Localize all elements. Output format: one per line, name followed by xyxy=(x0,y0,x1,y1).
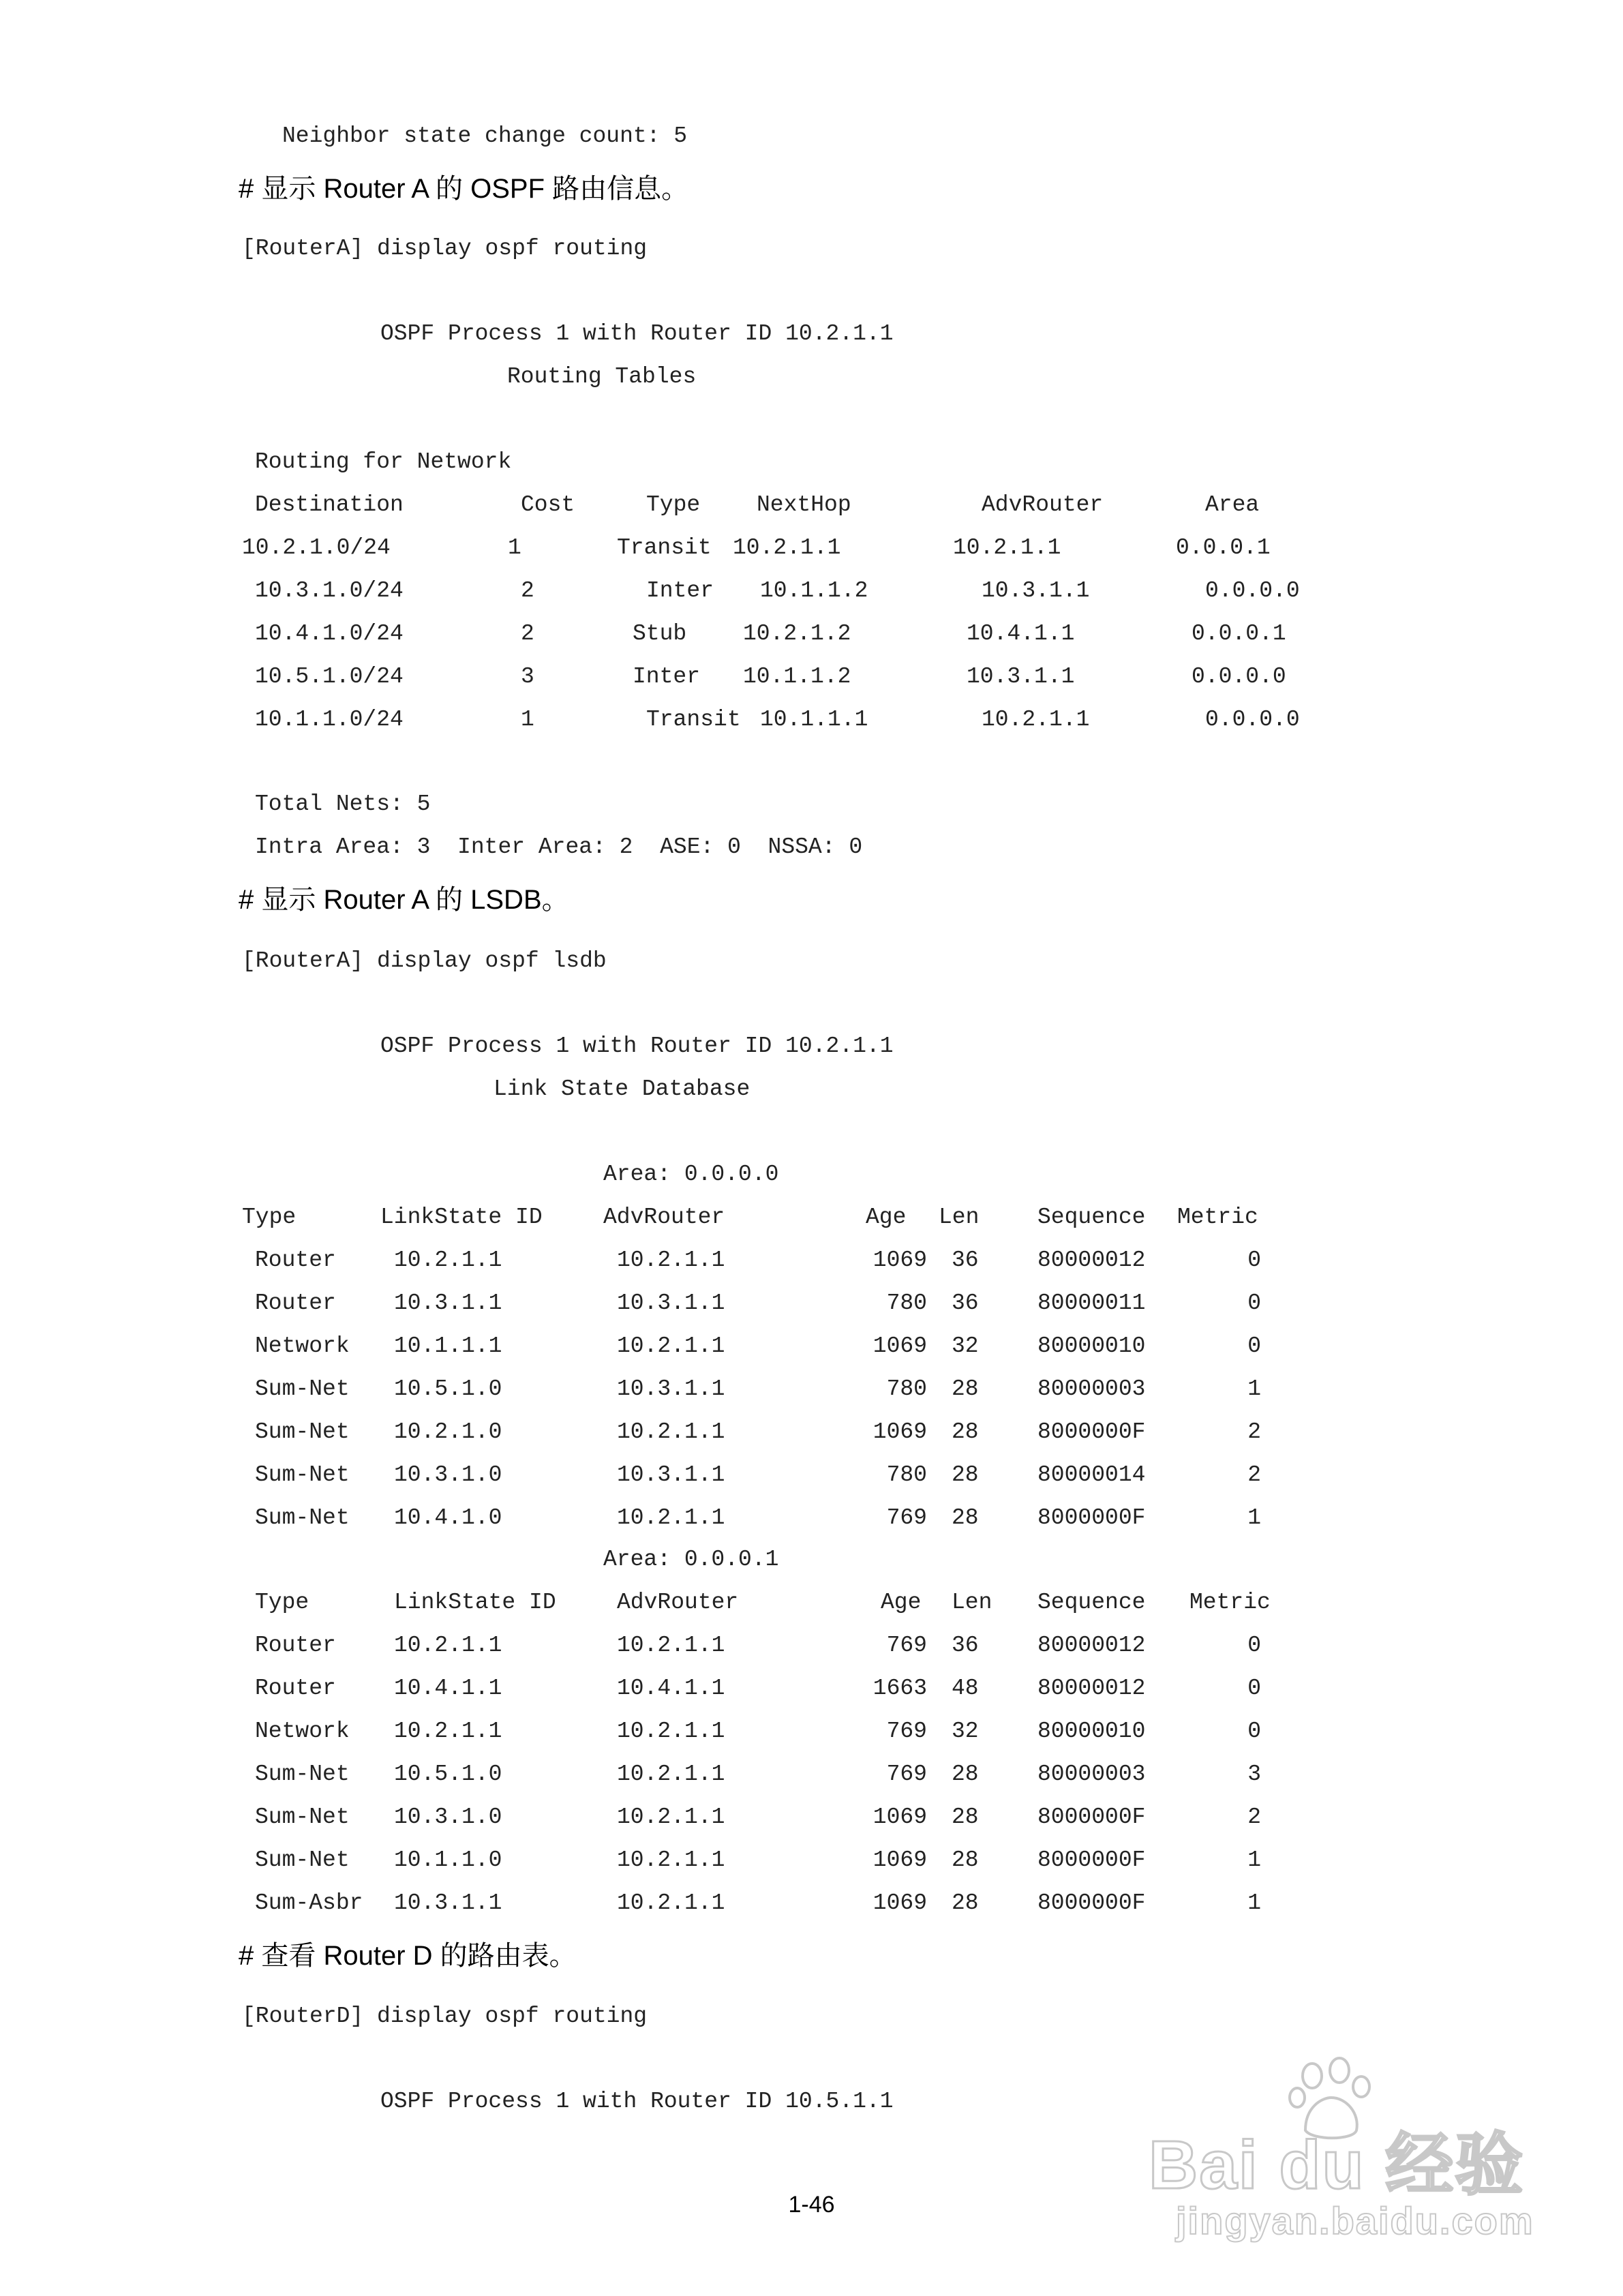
lsdb-header-cell: Age xyxy=(866,1205,907,1230)
lsdb-advrouter-cell: 10.2.1.1 xyxy=(617,1633,725,1658)
routing-cell: 2 xyxy=(521,621,534,646)
lsdb-sequence-cell: 80000003 xyxy=(1037,1376,1146,1402)
lsdb-len-cell: 28 xyxy=(952,1847,979,1873)
lsdb-advrouter-cell: 10.2.1.1 xyxy=(617,1890,725,1916)
lsdb-type-cell: Router xyxy=(255,1633,336,1658)
lsdb-advrouter-cell: 10.2.1.1 xyxy=(617,1419,725,1445)
routing-header-cell: AdvRouter xyxy=(982,492,1104,517)
lsdb-metric-cell: 1 xyxy=(1247,1505,1261,1530)
lsdb-len-cell: 28 xyxy=(952,1762,979,1787)
lsdb-age-cell: 1069 xyxy=(873,1804,927,1830)
command-display-lsdb: [RouterA] display ospf lsdb xyxy=(242,948,607,973)
routing-header-cell: NextHop xyxy=(757,492,851,517)
lsdb-age-cell: 1069 xyxy=(873,1847,927,1873)
command-display-routing: [RouterA] display ospf routing xyxy=(242,236,648,261)
lsdb-age-cell: 780 xyxy=(886,1290,927,1316)
lsdb-linkstate-cell: 10.4.1.1 xyxy=(394,1676,502,1701)
lsdb-advrouter-cell: 10.2.1.1 xyxy=(617,1804,725,1830)
routing-cell: 0.0.0.1 xyxy=(1192,621,1286,646)
lsdb-sequence-cell: 80000010 xyxy=(1037,1333,1146,1359)
lsdb-advrouter-cell: 10.2.1.1 xyxy=(617,1248,725,1273)
lsdb-advrouter-cell: 10.2.1.1 xyxy=(617,1333,725,1359)
area-label: Area: 0.0.0.1 xyxy=(603,1547,779,1572)
lsdb-linkstate-cell: 10.1.1.1 xyxy=(394,1333,502,1359)
lsdb-header-cell: Sequence xyxy=(1037,1205,1146,1230)
command-router-d-routing: [RouterD] display ospf routing xyxy=(242,2004,648,2029)
lsdb-advrouter-cell: 10.4.1.1 xyxy=(617,1676,725,1701)
lsdb-age-cell: 1069 xyxy=(873,1333,927,1359)
lsdb-linkstate-cell: 10.2.1.0 xyxy=(394,1419,502,1445)
lsdb-type-cell: Sum-Net xyxy=(255,1505,350,1530)
lsdb-sequence-cell: 8000000F xyxy=(1037,1505,1146,1530)
lsdb-sequence-cell: 8000000F xyxy=(1037,1890,1146,1916)
lsdb-linkstate-cell: 10.5.1.0 xyxy=(394,1762,502,1787)
routing-cell: 10.5.1.0/24 xyxy=(255,664,404,689)
routing-cell: 10.2.1.1 xyxy=(733,535,841,560)
routing-header-cell: Area xyxy=(1205,492,1260,517)
lsdb-type-cell: Router xyxy=(255,1676,336,1701)
routing-cell: 10.1.1.2 xyxy=(743,664,851,689)
lsdb-header-cell: Age xyxy=(881,1590,922,1615)
routing-cell: Inter xyxy=(633,664,701,689)
lsdb-sequence-cell: 8000000F xyxy=(1037,1419,1146,1445)
lsdb-linkstate-cell: 10.4.1.0 xyxy=(394,1505,502,1530)
lsdb-type-cell: Sum-Net xyxy=(255,1847,350,1873)
lsdb-age-cell: 1663 xyxy=(873,1676,927,1701)
routing-cell: 10.1.1.2 xyxy=(760,578,868,603)
lsdb-age-cell: 1069 xyxy=(873,1419,927,1445)
lsdb-sequence-cell: 8000000F xyxy=(1037,1847,1146,1873)
lsdb-advrouter-cell: 10.3.1.1 xyxy=(617,1376,725,1402)
routing-for-network: Routing for Network xyxy=(255,449,512,474)
router-d-process-line: OSPF Process 1 with Router ID 10.5.1.1 xyxy=(380,2089,894,2114)
lsdb-metric-cell: 0 xyxy=(1247,1333,1261,1359)
lsdb-age-cell: 769 xyxy=(886,1633,927,1658)
routing-cell: 0.0.0.0 xyxy=(1205,707,1300,732)
routing-header-cell: Cost xyxy=(521,492,575,517)
watermark-logo: Bai du 经验 xyxy=(1149,2127,1525,2203)
lsdb-sequence-cell: 80000012 xyxy=(1037,1676,1146,1701)
lsdb-sequence-cell: 8000000F xyxy=(1037,1804,1146,1830)
lsdb-header-cell: LinkState ID xyxy=(394,1590,556,1615)
routing-cell: 10.2.1.1 xyxy=(953,535,1061,560)
routing-header-cell: Destination xyxy=(255,492,404,517)
lsdb-metric-cell: 0 xyxy=(1247,1248,1261,1273)
routing-cell: Inter xyxy=(646,578,714,603)
lsdb-advrouter-cell: 10.3.1.1 xyxy=(617,1290,725,1316)
routing-cell: 10.2.1.1 xyxy=(982,707,1090,732)
lsdb-age-cell: 780 xyxy=(886,1376,927,1402)
lsdb-metric-cell: 2 xyxy=(1247,1419,1261,1445)
routing-cell: 1 xyxy=(521,707,534,732)
area-summary: Intra Area: 3 Inter Area: 2 ASE: 0 NSSA: 0 xyxy=(255,834,863,860)
lsdb-advrouter-cell: 10.2.1.1 xyxy=(617,1762,725,1787)
lsdb-sequence-cell: 80000014 xyxy=(1037,1462,1146,1487)
watermark-url: jingyan.baidu.com xyxy=(1176,2199,1534,2242)
lsdb-process-line: OSPF Process 1 with Router ID 10.2.1.1 xyxy=(380,1033,894,1059)
lsdb-len-cell: 36 xyxy=(952,1248,979,1273)
neighbor-state-line: Neighbor state change count: 5 xyxy=(282,123,688,149)
routing-header-cell: Type xyxy=(646,492,701,517)
lsdb-age-cell: 780 xyxy=(886,1462,927,1487)
lsdb-header-cell: AdvRouter xyxy=(603,1205,725,1230)
routing-cell: 10.4.1.1 xyxy=(967,621,1075,646)
lsdb-linkstate-cell: 10.2.1.1 xyxy=(394,1719,502,1744)
baidu-jingyan-watermark xyxy=(1149,2055,1534,2260)
lsdb-sequence-cell: 80000010 xyxy=(1037,1719,1146,1744)
lsdb-header-cell: Len xyxy=(939,1205,980,1230)
lsdb-sequence-cell: 80000003 xyxy=(1037,1762,1146,1787)
lsdb-len-cell: 28 xyxy=(952,1804,979,1830)
lsdb-title: Link State Database xyxy=(494,1076,750,1102)
lsdb-type-cell: Router xyxy=(255,1248,336,1273)
lsdb-metric-cell: 2 xyxy=(1247,1804,1261,1830)
lsdb-linkstate-cell: 10.3.1.0 xyxy=(394,1804,502,1830)
routing-cell: 2 xyxy=(521,578,534,603)
lsdb-advrouter-cell: 10.2.1.1 xyxy=(617,1505,725,1530)
lsdb-linkstate-cell: 10.1.1.0 xyxy=(394,1847,502,1873)
lsdb-type-cell: Sum-Asbr xyxy=(255,1890,363,1916)
routing-tables-title: Routing Tables xyxy=(507,364,697,389)
routing-cell: 10.2.1.2 xyxy=(743,621,851,646)
lsdb-metric-cell: 3 xyxy=(1247,1762,1261,1787)
routing-process-line: OSPF Process 1 with Router ID 10.2.1.1 xyxy=(380,321,894,346)
lsdb-sequence-cell: 80000011 xyxy=(1037,1290,1146,1316)
page-number: 1-46 xyxy=(788,2192,835,2218)
lsdb-type-cell: Sum-Net xyxy=(255,1762,350,1787)
lsdb-metric-cell: 1 xyxy=(1247,1847,1261,1873)
heading-router-d: # 查看 Router D 的路由表。 xyxy=(239,1941,577,1971)
lsdb-age-cell: 769 xyxy=(886,1719,927,1744)
routing-cell: 0.0.0.1 xyxy=(1176,535,1271,560)
routing-cell: 0.0.0.0 xyxy=(1205,578,1300,603)
routing-cell: Stub xyxy=(633,621,687,646)
routing-cell: 10.3.1.1 xyxy=(982,578,1090,603)
lsdb-type-cell: Network xyxy=(255,1719,350,1744)
lsdb-linkstate-cell: 10.2.1.1 xyxy=(394,1633,502,1658)
lsdb-header-cell: Type xyxy=(255,1590,309,1615)
lsdb-len-cell: 28 xyxy=(952,1505,979,1530)
lsdb-metric-cell: 1 xyxy=(1247,1890,1261,1916)
routing-cell: Transit xyxy=(617,535,712,560)
lsdb-metric-cell: 0 xyxy=(1247,1290,1261,1316)
routing-cell: 3 xyxy=(521,664,534,689)
heading-lsdb: # 显示 Router A 的 LSDB。 xyxy=(239,885,569,915)
lsdb-header-cell: AdvRouter xyxy=(617,1590,739,1615)
lsdb-len-cell: 48 xyxy=(952,1676,979,1701)
lsdb-linkstate-cell: 10.3.1.0 xyxy=(394,1462,502,1487)
routing-cell: 10.3.1.1 xyxy=(967,664,1075,689)
lsdb-metric-cell: 0 xyxy=(1247,1676,1261,1701)
routing-cell: 10.1.1.1 xyxy=(760,707,868,732)
lsdb-advrouter-cell: 10.2.1.1 xyxy=(617,1847,725,1873)
heading-routing-info: # 显示 Router A 的 OSPF 路由信息。 xyxy=(239,174,689,204)
area-label: Area: 0.0.0.0 xyxy=(603,1162,779,1187)
lsdb-header-cell: Len xyxy=(952,1590,992,1615)
lsdb-header-cell: Sequence xyxy=(1037,1590,1146,1615)
routing-cell: 10.1.1.0/24 xyxy=(255,707,404,732)
routing-cell: Transit xyxy=(646,707,741,732)
lsdb-header-cell: Metric xyxy=(1177,1205,1258,1230)
total-nets: Total Nets: 5 xyxy=(255,791,431,817)
routing-cell: 1 xyxy=(508,535,521,560)
routing-cell: 10.2.1.0/24 xyxy=(242,535,391,560)
lsdb-linkstate-cell: 10.3.1.1 xyxy=(394,1290,502,1316)
lsdb-header-cell: Metric xyxy=(1189,1590,1271,1615)
lsdb-linkstate-cell: 10.5.1.0 xyxy=(394,1376,502,1402)
lsdb-len-cell: 32 xyxy=(952,1333,979,1359)
lsdb-type-cell: Sum-Net xyxy=(255,1462,350,1487)
lsdb-linkstate-cell: 10.3.1.1 xyxy=(394,1890,502,1916)
lsdb-sequence-cell: 80000012 xyxy=(1037,1248,1146,1273)
lsdb-advrouter-cell: 10.3.1.1 xyxy=(617,1462,725,1487)
lsdb-metric-cell: 2 xyxy=(1247,1462,1261,1487)
lsdb-len-cell: 32 xyxy=(952,1719,979,1744)
lsdb-type-cell: Sum-Net xyxy=(255,1376,350,1402)
lsdb-age-cell: 1069 xyxy=(873,1248,927,1273)
lsdb-len-cell: 28 xyxy=(952,1890,979,1916)
lsdb-len-cell: 36 xyxy=(952,1290,979,1316)
lsdb-age-cell: 769 xyxy=(886,1505,927,1530)
lsdb-type-cell: Sum-Net xyxy=(255,1419,350,1445)
lsdb-advrouter-cell: 10.2.1.1 xyxy=(617,1719,725,1744)
lsdb-type-cell: Sum-Net xyxy=(255,1804,350,1830)
routing-cell: 0.0.0.0 xyxy=(1192,664,1286,689)
lsdb-linkstate-cell: 10.2.1.1 xyxy=(394,1248,502,1273)
lsdb-header-cell: LinkState ID xyxy=(380,1205,543,1230)
lsdb-header-cell: Type xyxy=(242,1205,297,1230)
lsdb-sequence-cell: 80000012 xyxy=(1037,1633,1146,1658)
routing-cell: 10.3.1.0/24 xyxy=(255,578,404,603)
lsdb-type-cell: Router xyxy=(255,1290,336,1316)
lsdb-len-cell: 28 xyxy=(952,1419,979,1445)
lsdb-len-cell: 36 xyxy=(952,1633,979,1658)
lsdb-metric-cell: 0 xyxy=(1247,1719,1261,1744)
lsdb-type-cell: Network xyxy=(255,1333,350,1359)
lsdb-len-cell: 28 xyxy=(952,1376,979,1402)
lsdb-metric-cell: 0 xyxy=(1247,1633,1261,1658)
lsdb-age-cell: 769 xyxy=(886,1762,927,1787)
routing-cell: 10.4.1.0/24 xyxy=(255,621,404,646)
lsdb-age-cell: 1069 xyxy=(873,1890,927,1916)
lsdb-len-cell: 28 xyxy=(952,1462,979,1487)
lsdb-metric-cell: 1 xyxy=(1247,1376,1261,1402)
